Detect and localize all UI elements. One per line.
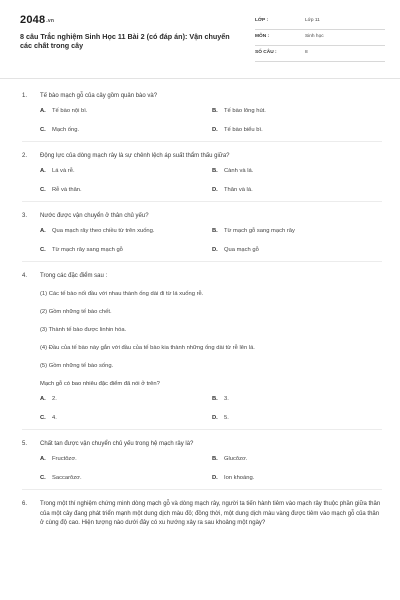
question-number: 2. xyxy=(22,153,28,159)
site-logo[interactable] xyxy=(20,14,54,26)
option-text: Qua mạch rây theo chiều từ trên xuống. xyxy=(52,228,155,234)
question-number: 1. xyxy=(22,93,28,99)
answer-option-b[interactable] xyxy=(212,455,384,464)
question-number: 3. xyxy=(22,213,28,219)
quiz-meta xyxy=(255,16,385,64)
option-text: Glucôzơ. xyxy=(224,456,248,462)
answer-option-d[interactable] xyxy=(212,186,384,195)
statement-item: (3) Thành tế bào được linhin hóa. xyxy=(40,327,127,333)
statement-item: (4) Đầu của tế bào này gắn với đầu của tế bào kia thành những ống dài từ rễ lên lá. xyxy=(40,345,255,351)
question-text: Trong một thí nghiệm chứng minh dòng mạch gỗ và dòng mạch rây, người ta tiến hành tiêm vào mạch rây thuộc phần giữa thân của một cây đang phát triển mạnh một dung dịch màu đỏ; đồng thời, một dung dịch màu vàng được tiêm vào mạch gỗ của thân ở cùng độ cao. Hiện tượng nào dưới đây có xu hướng xảy ra sau khoảng một ngày? xyxy=(40,501,381,527)
option-text: 5. xyxy=(224,415,229,421)
option-text: Cành và lá. xyxy=(224,168,254,174)
option-letter: A. xyxy=(40,456,46,462)
option-letter: C. xyxy=(40,187,46,193)
option-text: Lá và rễ. xyxy=(52,168,75,174)
option-text: Mạch ống. xyxy=(52,127,80,133)
logo-suffix: .vn xyxy=(46,18,55,24)
sub-question-text: Mạch gỗ có bao nhiêu đặc điểm đã nói ở trên? xyxy=(40,381,160,387)
option-letter: C. xyxy=(40,475,46,481)
option-letter: C. xyxy=(40,247,46,253)
option-letter: B. xyxy=(212,108,218,114)
statement-list xyxy=(40,290,382,371)
question-number: 4. xyxy=(22,273,28,279)
question-1 xyxy=(22,82,382,142)
page-header xyxy=(20,14,385,70)
question-text: Trong các đặc điểm sau : xyxy=(40,273,108,279)
meta-value: Lớp 11 xyxy=(305,18,320,23)
question-text: Động lực của dòng mạch rây là sự chênh lệch áp suất thẩm thấu giữa? xyxy=(40,153,230,159)
option-text: 4. xyxy=(52,415,57,421)
option-letter: C. xyxy=(40,415,46,421)
answer-option-d[interactable] xyxy=(212,474,384,483)
answer-option-d[interactable] xyxy=(212,414,384,423)
question-number: 6. xyxy=(22,501,28,507)
option-letter: B. xyxy=(212,168,218,174)
answer-option-b[interactable] xyxy=(212,227,384,236)
answer-option-d[interactable] xyxy=(212,126,384,135)
option-text: Tế bào biểu bì. xyxy=(224,127,263,133)
question-text: Tế bào mạch gỗ của cây gồm quản bào và? xyxy=(40,93,158,99)
meta-row-subject xyxy=(255,32,385,46)
question-text: Nước được vận chuyển ở thân chủ yếu? xyxy=(40,213,149,219)
answer-options xyxy=(40,167,382,195)
answer-option-d[interactable] xyxy=(212,246,384,255)
option-letter: D. xyxy=(212,415,218,421)
meta-key: LỚP : xyxy=(255,18,269,23)
question-number: 5. xyxy=(22,441,28,447)
option-letter: A. xyxy=(40,168,46,174)
answer-options xyxy=(40,107,382,135)
statement-item: (1) Các tế bào nối đầu với nhau thành ống dài đi từ lá xuống rễ. xyxy=(40,291,204,297)
meta-value: 8 xyxy=(305,50,308,55)
option-text: Tế bào nội bì. xyxy=(52,108,88,114)
option-text: Qua mạch gỗ xyxy=(224,247,259,253)
answer-options xyxy=(40,455,382,483)
answer-option-c[interactable] xyxy=(40,474,212,483)
option-text: Rễ và thân. xyxy=(52,187,82,193)
meta-row-class xyxy=(255,16,385,30)
page-title: 8 câu Trắc nghiệm Sinh Học 11 Bài 2 (có đáp án): Vận chuyển các chất trong cây xyxy=(20,32,230,50)
answer-option-b[interactable] xyxy=(212,395,384,404)
option-letter: A. xyxy=(40,396,46,402)
answer-options xyxy=(40,395,382,423)
option-letter: B. xyxy=(212,456,218,462)
answer-option-c[interactable] xyxy=(40,126,212,135)
question-3 xyxy=(22,202,382,262)
option-text: Saccarôzơ. xyxy=(52,475,82,481)
answer-option-a[interactable] xyxy=(40,107,212,116)
question-5 xyxy=(22,430,382,490)
option-text: Từ mạch rây sang mạch gỗ xyxy=(52,247,123,253)
statement-item: (2) Gồm những tế bào chết. xyxy=(40,309,112,315)
option-letter: D. xyxy=(212,475,218,481)
logo-text: 2048 xyxy=(20,14,46,26)
meta-key: MÔN : xyxy=(255,34,270,39)
answer-option-a[interactable] xyxy=(40,455,212,464)
option-letter: D. xyxy=(212,127,218,133)
answer-option-c[interactable] xyxy=(40,414,212,423)
option-text: 2. xyxy=(52,396,57,402)
question-6 xyxy=(22,490,382,535)
meta-key: SỐ CÂU : xyxy=(255,50,277,55)
meta-value: Sinh học xyxy=(305,34,324,39)
question-list xyxy=(22,82,382,535)
question-text: Chất tan được vận chuyển chủ yếu trong hệ mạch rây là? xyxy=(40,441,194,447)
option-letter: D. xyxy=(212,247,218,253)
answer-option-c[interactable] xyxy=(40,186,212,195)
answer-option-c[interactable] xyxy=(40,246,212,255)
option-letter: B. xyxy=(212,228,218,234)
option-text: Tế bào lông hút. xyxy=(224,108,266,114)
option-text: 3. xyxy=(224,396,229,402)
question-2 xyxy=(22,142,382,202)
option-text: Ion khoáng. xyxy=(224,475,255,481)
statement-item: (5) Gồm những tế bào sống. xyxy=(40,363,114,369)
option-letter: D. xyxy=(212,187,218,193)
answer-option-b[interactable] xyxy=(212,167,384,176)
option-text: Fructôzơ. xyxy=(52,456,77,462)
option-letter: B. xyxy=(212,396,218,402)
meta-row-count xyxy=(255,48,385,62)
answer-option-a[interactable] xyxy=(40,227,212,236)
option-letter: A. xyxy=(40,228,46,234)
option-letter: C. xyxy=(40,127,46,133)
answer-options xyxy=(40,227,382,255)
header-divider xyxy=(0,78,400,79)
question-4 xyxy=(22,262,382,430)
option-text: Thân và lá. xyxy=(224,187,253,193)
answer-option-a[interactable] xyxy=(40,395,212,404)
answer-option-b[interactable] xyxy=(212,107,384,116)
answer-option-a[interactable] xyxy=(40,167,212,176)
option-text: Từ mạch gỗ sang mạch rây xyxy=(224,228,295,234)
option-letter: A. xyxy=(40,108,46,114)
